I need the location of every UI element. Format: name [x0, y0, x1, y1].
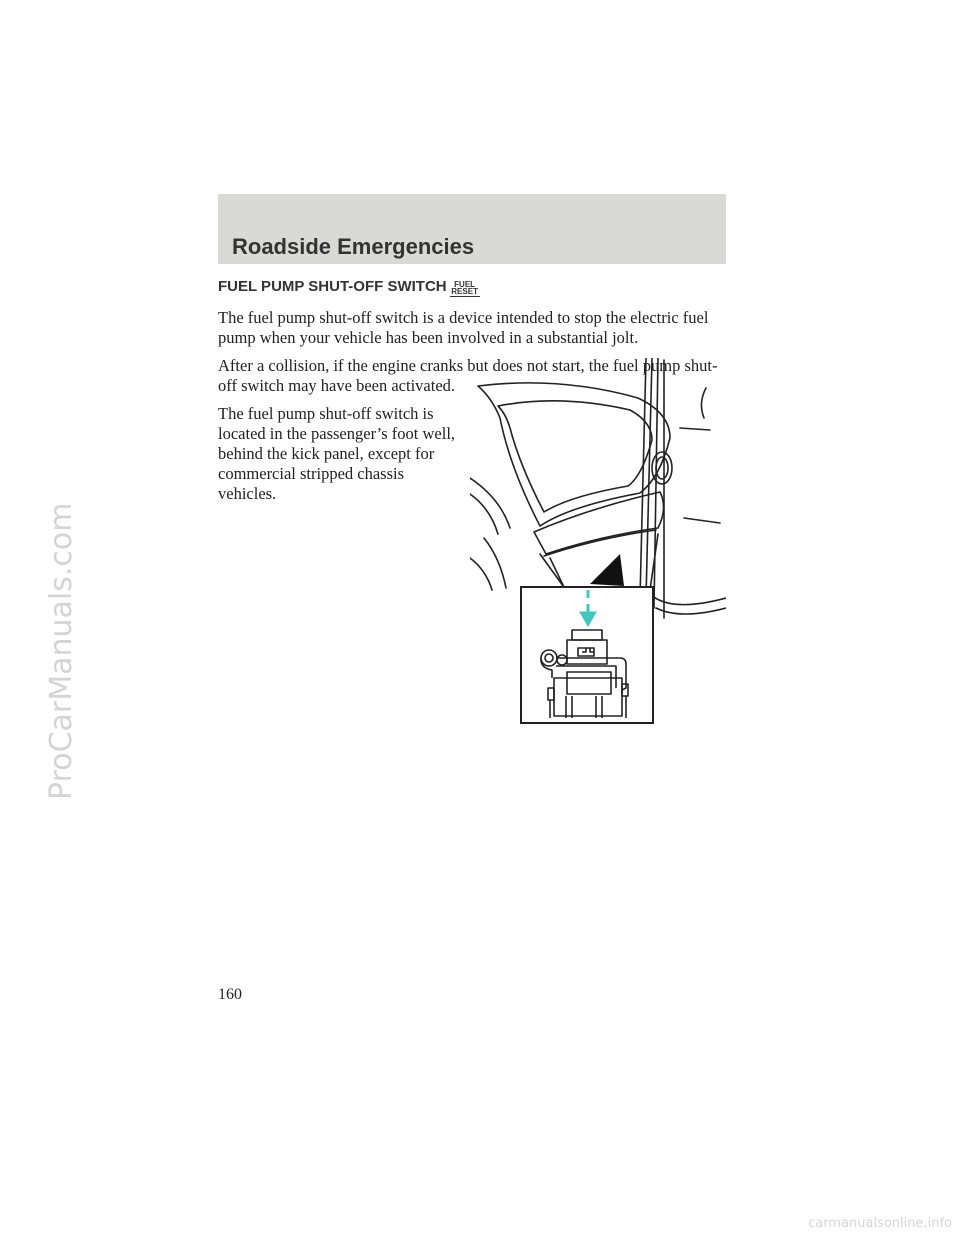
- fuel-pump-switch-illustration: [470, 358, 726, 724]
- footer-watermark: carmanualsonline.info: [808, 1216, 952, 1231]
- section-title: Roadside Emergencies: [232, 234, 475, 259]
- icon-line-2: RESET: [451, 287, 478, 296]
- section-header: [218, 194, 726, 264]
- heading-text: FUEL PUMP SHUT-OFF SWITCH: [218, 278, 447, 295]
- page-number: 160: [218, 986, 242, 1003]
- paragraph-1: The fuel pump shut-off switch is a device intended to stop the electric fuel pump when your vehicle has been involved in a substantial jolt.: [218, 308, 709, 347]
- fuel-reset-icon: [450, 281, 480, 297]
- paragraph-3: The fuel pump shut-off switch is located in the passenger’s foot well, behind the kick panel, except for commercial stripped chassis vehicles.: [218, 404, 456, 503]
- side-watermark: [0, 0, 79, 1242]
- icon-line-1: FUEL: [454, 280, 476, 289]
- section-heading: [218, 278, 726, 297]
- side-watermark-text: ProCarManuals.com: [44, 502, 79, 800]
- paragraph-2: After a collision, if the engine cranks but does not start, the fuel pump shut-off switch may have been activated.: [218, 356, 718, 395]
